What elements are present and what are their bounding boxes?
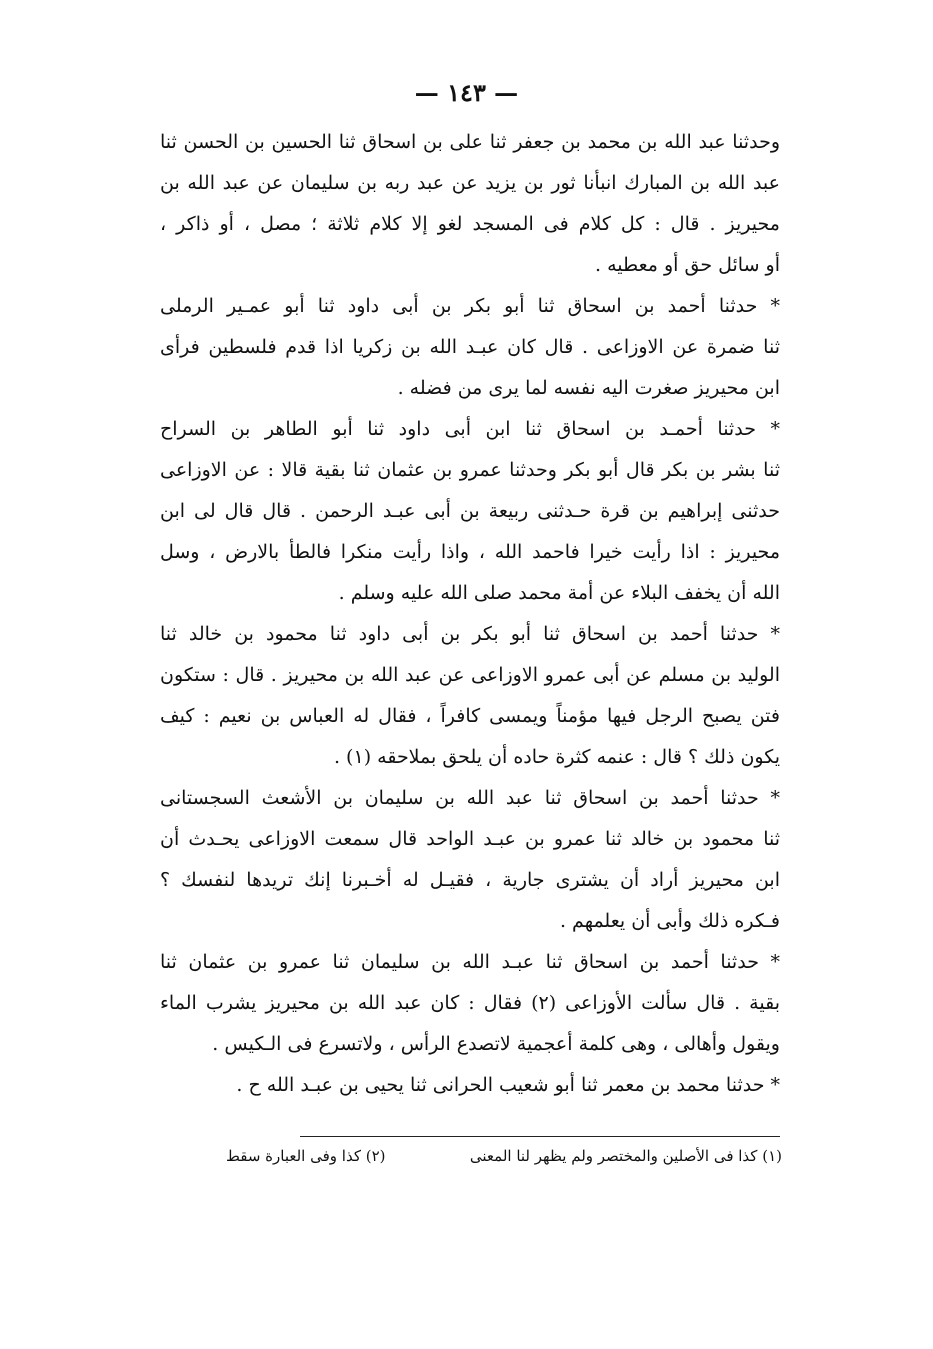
text-line: * حدثنا أحمد بن اسحاق ثنا عبد الله بن سليمان بن الأشعث السجستانى bbox=[160, 787, 780, 809]
page-number: — ١٤٣ — bbox=[414, 78, 519, 107]
text-line: ابن محيريز صغرت اليه نفسه لما يرى من فضله . bbox=[397, 377, 780, 399]
footnote-divider bbox=[300, 1136, 780, 1137]
text-line: فـكره ذلك وأبى أن يعلمهم . bbox=[559, 910, 780, 932]
main-text bbox=[160, 122, 780, 1106]
text-line: حدثنى إبراهيم بن قرة حـدثنى ربيعة بن أبى عبـد الرحمن . قال قال لى ابن bbox=[160, 500, 780, 522]
text-line: ثنا بشر بن بكر قال أبو بكر وحدثنا عمرو بن عثمان ثنا بقية قالا : عن الاوزاعى bbox=[160, 459, 780, 481]
footnote-2: (٢) كذا وفى العبارة سقط bbox=[226, 1147, 386, 1165]
text-line: * حدثنا محمد بن معمر ثنا أبو شعيب الحرانى ثنا يحيى بن عبـد الله ح . bbox=[236, 1074, 780, 1096]
text-line: الله أن يخفف البلاء عن أمة محمد صلى الله عليه وسلم . bbox=[338, 582, 780, 604]
text-line: يكون ذلك ؟ قال : عنمه كثرة حاده أن يلحق بملاحقه (١) . bbox=[333, 746, 780, 768]
text-line: عبد الله بن المبارك انبأنا ثور بن يزيد عن عبد ربه بن سليمان عن عبد الله بن bbox=[160, 172, 780, 194]
text-line: * حدثنا أحمد بن اسحاق ثنا عبـد الله بن سليمان ثنا عمرو بن عثمان ثنا bbox=[160, 951, 780, 973]
text-line: فتن يصبح الرجل فيها مؤمناً ويمسى كافراً ، فقال له العباس بن نعيم : كيف bbox=[160, 705, 780, 727]
text-line: * حدثنا أحمد بن اسحاق ثنا أبو بكر بن أبى داود ثنا أبو عمـير الرملى bbox=[160, 295, 780, 317]
footnotes bbox=[226, 1142, 782, 1170]
text-line: بقية . قال سألت الأوزاعى (٢) فقال : كان عبد الله بن محيريز يشرب الماء bbox=[160, 992, 780, 1014]
text-line: أو سائل حق أو معطيه . bbox=[595, 254, 780, 276]
footnote-1: (١) كذا فى الأصلين والمختصر ولم يظهر لنا المعنى bbox=[469, 1147, 782, 1165]
text-line: ويقول وأهالى ، وهى كلمة أعجمية لاتصدع الرأس ، ولاتسرع فى الـكيس . bbox=[212, 1033, 780, 1055]
text-line: ثنا ضمرة عن الاوزاعى . قال كان عبـد الله بن زكريا اذا قدم فلسطين فرأى bbox=[160, 336, 780, 358]
text-line: الوليد بن مسلم عن أبى عمرو الاوزاعى عن عبد الله بن محيريز . قال : ستكون bbox=[160, 664, 780, 686]
text-line: ثنا محمود بن خالد ثنا عمرو بن عبـد الواحد قال سمعت الاوزاعى يحـدث أن bbox=[160, 828, 780, 850]
text-line: محيريز . قال : كل كلام فى المسجد لغو إلا كلام ثلاثة ؛ مصل ، أو ذاكر ، bbox=[160, 213, 780, 235]
text-line: وحدثنا عبد الله بن محمد بن جعفر ثنا على بن اسحاق ثنا الحسين بن الحسن ثنا bbox=[160, 131, 780, 153]
text-line: * حدثنا أحمـد بن اسحاق ثنا ابن أبى داود ثنا أبو الطاهر بن السراح bbox=[160, 418, 780, 440]
text-line: ابن محيريز أراد أن يشترى جارية ، فقيـل له أخـبرنا إنك تريدها لنفسك ؟ bbox=[160, 869, 780, 891]
text-line: محيريز : اذا رأيت خيرا فاحمد الله ، واذا رأيت منكرا فالطأ بالارض ، وسل bbox=[160, 541, 780, 563]
text-line: * حدثنا أحمد بن اسحاق ثنا أبو بكر بن أبى داود ثنا محمود بن خالد ثنا bbox=[160, 623, 780, 645]
